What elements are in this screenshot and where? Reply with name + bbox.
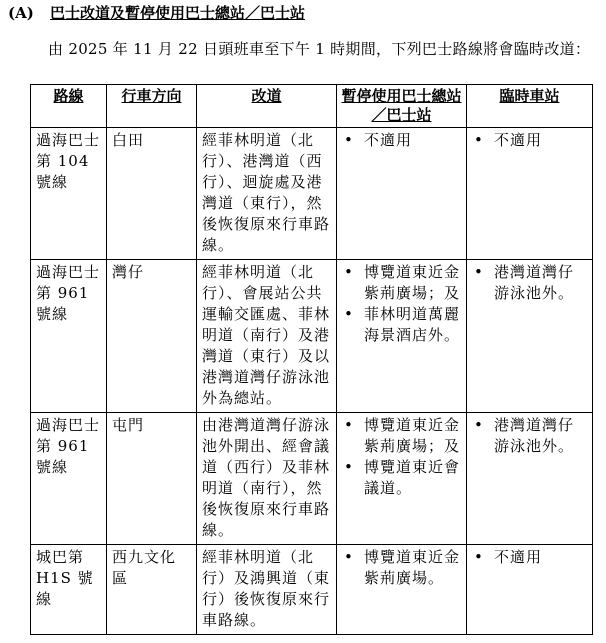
list-item: • 港灣道灣仔游泳池外。	[472, 262, 587, 304]
section-title: 巴士改道及暫停使用巴士總站／巴士站	[50, 4, 306, 22]
list-item: • 博覽道東近會議道。	[342, 457, 461, 499]
temporary-stops-cell	[467, 260, 593, 413]
diversion-cell: 由港灣道灣仔游泳池外開出、經會議道（西行）及菲林明道（南行），然後恢復原來行車路線。	[197, 413, 337, 545]
direction-cell: 西九文化區	[107, 545, 197, 635]
temporary-stops-cell	[467, 128, 593, 260]
intro-paragraph: 由 2025 年 11 月 22 日頭班車至下午 1 時期間，下列巴士路線將會臨時改道：	[48, 40, 591, 58]
list-item: • 菲林明道萬麗海景酒店外。	[342, 304, 461, 346]
header-direction: 行車方向	[107, 85, 197, 128]
table-row	[31, 545, 593, 635]
list-item: • 博覽道東近金紫荊廣場；及	[342, 262, 461, 304]
table-header-row	[31, 85, 593, 128]
section-number: (A)	[8, 4, 34, 22]
header-suspended-stops: 暫停使用巴士總站／巴士站	[337, 85, 467, 128]
list-item: • 不適用	[472, 547, 587, 568]
suspended-stops-cell	[337, 545, 467, 635]
header-route: 路線	[31, 85, 107, 128]
suspended-stops-cell	[337, 413, 467, 545]
header-temporary-stops: 臨時車站	[467, 85, 593, 128]
table-row	[31, 128, 593, 260]
table-row	[31, 260, 593, 413]
suspended-stops-cell	[337, 260, 467, 413]
direction-cell: 白田	[107, 128, 197, 260]
route-cell: 過海巴士第 961 號線	[31, 260, 107, 413]
list-item: • 港灣道灣仔游泳池外。	[472, 415, 587, 457]
direction-cell: 灣仔	[107, 260, 197, 413]
header-diversion: 改道	[197, 85, 337, 128]
list-item: • 不適用	[472, 130, 587, 151]
route-diversion-table	[30, 84, 593, 635]
temporary-stops-cell	[467, 413, 593, 545]
diversion-cell: 經菲林明道（北行）、港灣道（西行）、迴旋處及港灣道（東行），然後恢復原來行車路線。	[197, 128, 337, 260]
list-item: • 博覽道東近金紫荊廣場。	[342, 547, 461, 589]
route-cell: 城巴第 H1S 號線	[31, 545, 107, 635]
list-item: • 不適用	[342, 130, 461, 151]
table-row	[31, 413, 593, 545]
diversion-cell: 經菲林明道（北行）、會展站公共運輸交匯處、菲林明道（南行）及港灣道（東行）及以港灣道灣仔游泳池外為總站。	[197, 260, 337, 413]
route-cell: 過海巴士第 961 號線	[31, 413, 107, 545]
direction-cell: 屯門	[107, 413, 197, 545]
temporary-stops-cell	[467, 545, 593, 635]
suspended-stops-cell	[337, 128, 467, 260]
route-cell: 過海巴士第 104 號線	[31, 128, 107, 260]
section-heading	[8, 2, 305, 23]
list-item: • 博覽道東近金紫荊廣場；及	[342, 415, 461, 457]
diversion-cell: 經菲林明道（北行）及鴻興道（東行）後恢復原來行車路線。	[197, 545, 337, 635]
